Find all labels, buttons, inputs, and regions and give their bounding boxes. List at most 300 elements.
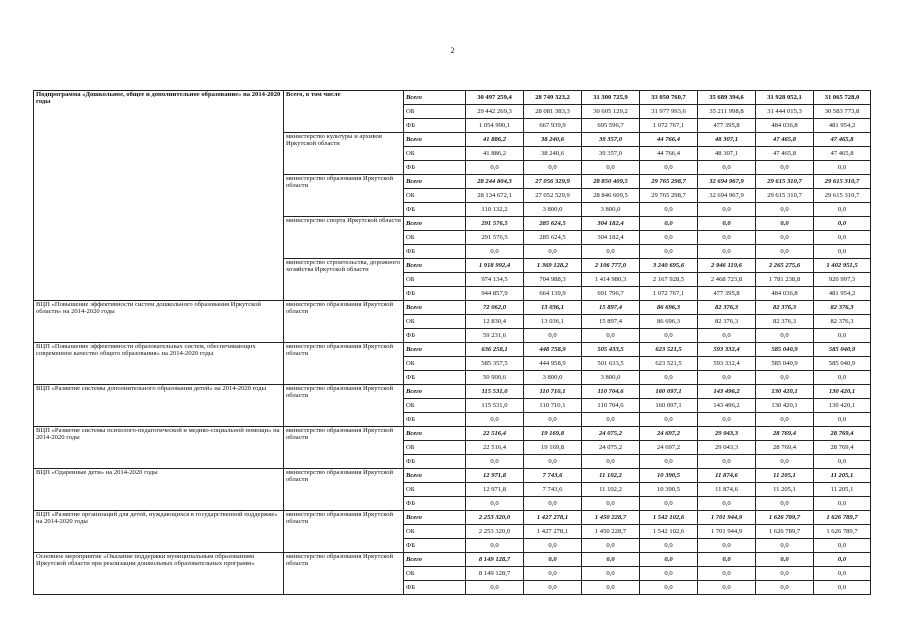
amount-cell: 0,0 xyxy=(814,161,871,175)
amount-cell: 29 765 298,7 xyxy=(640,175,698,189)
amount-cell: 82 376,3 xyxy=(814,315,871,329)
amount-cell: 1 701 944,9 xyxy=(698,511,756,525)
amount-cell: 31 065 728,0 xyxy=(814,91,871,105)
amount-cell: 0,0 xyxy=(698,161,756,175)
amount-cell: 15 897,4 xyxy=(582,301,640,315)
amount-cell: 0,0 xyxy=(756,161,814,175)
amount-cell: 0,0 xyxy=(582,567,640,581)
funding-source: Всего xyxy=(404,553,466,567)
amount-cell: 505 433,5 xyxy=(582,343,640,357)
amount-cell: 30 583 773,8 xyxy=(814,105,871,119)
amount-cell: 12 971,8 xyxy=(466,469,524,483)
amount-cell: 29 615 310,7 xyxy=(814,189,871,203)
amount-cell: 0,0 xyxy=(698,567,756,581)
amount-cell: 0,0 xyxy=(524,567,582,581)
amount-cell: 72 062,0 xyxy=(466,301,524,315)
amount-cell: 664 139,9 xyxy=(524,287,582,301)
funding-source: ОБ xyxy=(404,231,466,245)
amount-cell: 0,0 xyxy=(698,455,756,469)
amount-cell: 29 043,3 xyxy=(698,441,756,455)
amount-cell: 1 414 980,3 xyxy=(582,273,640,287)
amount-cell: 0,0 xyxy=(466,455,524,469)
amount-cell: 0,0 xyxy=(640,553,698,567)
amount-cell: 31 977 993,6 xyxy=(640,105,698,119)
executor-name: министерство строительства, дорожного хозяйства Иркутской области xyxy=(284,259,404,301)
amount-cell: 0,0 xyxy=(756,217,814,231)
amount-cell: 0,0 xyxy=(814,567,871,581)
amount-cell: 24 697,2 xyxy=(640,427,698,441)
amount-cell: 41 886,2 xyxy=(466,147,524,161)
executor-name: министерство спорта Иркутской области xyxy=(284,217,404,259)
amount-cell: 0,0 xyxy=(582,413,640,427)
amount-cell: 1 450 228,7 xyxy=(582,511,640,525)
amount-cell: 0,0 xyxy=(582,539,640,553)
amount-cell: 0,0 xyxy=(814,231,871,245)
amount-cell: 0,0 xyxy=(582,329,640,343)
funding-source: Всего xyxy=(404,175,466,189)
amount-cell: 28 850 409,5 xyxy=(582,175,640,189)
amount-cell: 11 874,6 xyxy=(698,483,756,497)
funding-source: Всего xyxy=(404,133,466,147)
amount-cell: 691 796,7 xyxy=(582,287,640,301)
amount-cell: 0,0 xyxy=(582,455,640,469)
amount-cell: 0,0 xyxy=(640,203,698,217)
amount-cell: 28 081 383,3 xyxy=(524,105,582,119)
amount-cell: 1 626 789,7 xyxy=(756,525,814,539)
amount-cell: 86 696,3 xyxy=(640,301,698,315)
table-row xyxy=(34,469,871,483)
funding-source: ОБ xyxy=(404,189,466,203)
funding-source: ФБ xyxy=(404,497,466,511)
amount-cell: 1 626 789,7 xyxy=(814,525,871,539)
amount-cell: 1 918 992,4 xyxy=(466,259,524,273)
amount-cell: 285 624,5 xyxy=(524,217,582,231)
amount-cell: 484 036,8 xyxy=(756,119,814,133)
amount-cell: 1 701 944,9 xyxy=(698,525,756,539)
amount-cell: 8 149 128,7 xyxy=(466,553,524,567)
amount-cell: 110 710,1 xyxy=(524,385,582,399)
funding-source: ФБ xyxy=(404,287,466,301)
amount-cell: 3 240 695,6 xyxy=(640,259,698,273)
amount-cell: 82 376,3 xyxy=(756,315,814,329)
amount-cell: 0,0 xyxy=(814,455,871,469)
funding-source: ОБ xyxy=(404,147,466,161)
funding-source: ОБ xyxy=(404,483,466,497)
amount-cell: 0,0 xyxy=(524,161,582,175)
amount-cell: 2 946 119,6 xyxy=(698,259,756,273)
funding-source: Всего xyxy=(404,427,466,441)
amount-cell: 44 766,4 xyxy=(640,133,698,147)
amount-cell: 0,0 xyxy=(756,245,814,259)
funding-source: Всего xyxy=(404,469,466,483)
funding-source: ОБ xyxy=(404,525,466,539)
amount-cell: 593 332,4 xyxy=(698,357,756,371)
amount-cell: 0,0 xyxy=(698,231,756,245)
amount-cell: 110 132,2 xyxy=(466,203,524,217)
amount-cell: 0,0 xyxy=(814,497,871,511)
amount-cell: 0,0 xyxy=(466,539,524,553)
funding-source: ОБ xyxy=(404,441,466,455)
amount-cell: 704 988,3 xyxy=(524,273,582,287)
amount-cell: 48 307,1 xyxy=(698,133,756,147)
amount-cell: 160 097,1 xyxy=(640,385,698,399)
amount-cell: 0,0 xyxy=(756,581,814,595)
amount-cell: 30 497 259,4 xyxy=(466,91,524,105)
table-row xyxy=(34,553,871,567)
amount-cell: 285 624,5 xyxy=(524,231,582,245)
amount-cell: 0,0 xyxy=(814,329,871,343)
amount-cell: 33 050 760,7 xyxy=(640,91,698,105)
amount-cell: 1 450 228,7 xyxy=(582,525,640,539)
amount-cell: 0,0 xyxy=(524,581,582,595)
amount-cell: 0,0 xyxy=(698,497,756,511)
funding-source: ОБ xyxy=(404,357,466,371)
funding-source: Всего xyxy=(404,217,466,231)
amount-cell: 1 542 102,6 xyxy=(640,525,698,539)
funding-source: ФБ xyxy=(404,203,466,217)
amount-cell: 28 134 672,1 xyxy=(466,189,524,203)
amount-cell: 0,0 xyxy=(524,413,582,427)
table-row xyxy=(34,343,871,357)
amount-cell: 130 420,1 xyxy=(814,399,871,413)
amount-cell: 585 040,9 xyxy=(814,357,871,371)
amount-cell: 35 211 998,8 xyxy=(698,105,756,119)
amount-cell: 974 134,5 xyxy=(466,273,524,287)
amount-cell: 667 939,9 xyxy=(524,119,582,133)
page-number: 2 xyxy=(450,46,455,55)
funding-source: ОБ xyxy=(404,399,466,413)
amount-cell: 0,0 xyxy=(466,161,524,175)
amount-cell: 110 710,1 xyxy=(524,399,582,413)
amount-cell: 3 800,0 xyxy=(582,371,640,385)
amount-cell: 11 102,2 xyxy=(582,469,640,483)
amount-cell: 10 390,5 xyxy=(640,483,698,497)
amount-cell: 0,0 xyxy=(524,455,582,469)
program-name: Подпрограмма «Дошкольное, общее и дополнительное образование» на 2014-2020 годы xyxy=(34,91,284,301)
amount-cell: 29 615 310,7 xyxy=(756,175,814,189)
amount-cell: 484 036,8 xyxy=(756,287,814,301)
amount-cell: 11 205,1 xyxy=(814,469,871,483)
amount-cell: 7 743,6 xyxy=(524,483,582,497)
amount-cell: 0,0 xyxy=(814,371,871,385)
executor-name: Всего, в том числе xyxy=(284,91,404,133)
amount-cell: 585 040,9 xyxy=(814,343,871,357)
amount-cell: 291 576,5 xyxy=(466,217,524,231)
amount-cell: 110 704,6 xyxy=(582,385,640,399)
amount-cell: 1 072 767,1 xyxy=(640,287,698,301)
amount-cell: 35 689 394,6 xyxy=(698,91,756,105)
funding-source: ФБ xyxy=(404,119,466,133)
amount-cell: 0,0 xyxy=(640,581,698,595)
amount-cell: 29 765 298,7 xyxy=(640,189,698,203)
amount-cell: 32 694 967,9 xyxy=(698,175,756,189)
executor-name: министерство образования Иркутской области xyxy=(284,301,404,343)
amount-cell: 47 465,8 xyxy=(814,147,871,161)
funding-source: ФБ xyxy=(404,413,466,427)
amount-cell: 30 605 129,2 xyxy=(582,105,640,119)
amount-cell: 1 626 789,7 xyxy=(756,511,814,525)
amount-cell: 27 052 529,9 xyxy=(524,189,582,203)
amount-cell: 82 376,3 xyxy=(814,301,871,315)
amount-cell: 143 496,2 xyxy=(698,399,756,413)
amount-cell: 0,0 xyxy=(582,161,640,175)
amount-cell: 0,0 xyxy=(582,553,640,567)
amount-cell: 143 496,2 xyxy=(698,385,756,399)
amount-cell: 28 846 609,5 xyxy=(582,189,640,203)
amount-cell: 0,0 xyxy=(466,413,524,427)
amount-cell: 0,0 xyxy=(756,371,814,385)
amount-cell: 2 253 320,0 xyxy=(466,511,524,525)
amount-cell: 0,0 xyxy=(524,329,582,343)
amount-cell: 0,0 xyxy=(814,413,871,427)
amount-cell: 11 874,6 xyxy=(698,469,756,483)
amount-cell: 1 626 789,7 xyxy=(814,511,871,525)
amount-cell: 47 465,8 xyxy=(814,133,871,147)
amount-cell: 0,0 xyxy=(640,231,698,245)
amount-cell: 12 830,4 xyxy=(466,315,524,329)
amount-cell: 29 615 310,7 xyxy=(756,189,814,203)
amount-cell: 291 576,5 xyxy=(466,231,524,245)
amount-cell: 28 769,4 xyxy=(814,441,871,455)
amount-cell: 39 357,0 xyxy=(582,133,640,147)
amount-cell: 0,0 xyxy=(756,553,814,567)
amount-cell: 0,0 xyxy=(640,413,698,427)
amount-cell: 2 253 320,0 xyxy=(466,525,524,539)
amount-cell: 12 971,8 xyxy=(466,483,524,497)
funding-source: ОБ xyxy=(404,105,466,119)
table-row xyxy=(34,91,871,105)
table-row xyxy=(34,301,871,315)
amount-cell: 585 357,5 xyxy=(466,357,524,371)
amount-cell: 0,0 xyxy=(814,553,871,567)
amount-cell: 41 886,2 xyxy=(466,133,524,147)
amount-cell: 501 633,5 xyxy=(582,357,640,371)
amount-cell: 0,0 xyxy=(640,161,698,175)
amount-cell: 0,0 xyxy=(756,231,814,245)
amount-cell: 0,0 xyxy=(640,245,698,259)
amount-cell: 29 442 269,3 xyxy=(466,105,524,119)
amount-cell: 636 258,1 xyxy=(466,343,524,357)
program-name: ВЦП «Повышение эффективности образовательных систем, обеспечивающих современное качество общего образования» на 2014-2020 годы xyxy=(34,343,284,385)
executor-name: министерство образования Иркутской области xyxy=(284,427,404,469)
amount-cell: 7 743,6 xyxy=(524,469,582,483)
amount-cell: 2 468 723,8 xyxy=(698,273,756,287)
amount-cell: 2 167 928,5 xyxy=(640,273,698,287)
executor-name: министерство образования Иркутской области xyxy=(284,553,404,595)
amount-cell: 115 531,0 xyxy=(466,399,524,413)
amount-cell: 3 800,0 xyxy=(582,203,640,217)
amount-cell: 32 694 967,9 xyxy=(698,189,756,203)
executor-name: министерство образования Иркутской области xyxy=(284,511,404,553)
table-row xyxy=(34,385,871,399)
amount-cell: 623 521,5 xyxy=(640,343,698,357)
amount-cell: 11 205,1 xyxy=(814,483,871,497)
amount-cell: 0,0 xyxy=(640,567,698,581)
amount-cell: 0,0 xyxy=(756,413,814,427)
amount-cell: 0,0 xyxy=(814,581,871,595)
amount-cell: 0,0 xyxy=(698,413,756,427)
amount-cell: 11 205,1 xyxy=(756,483,814,497)
amount-cell: 0,0 xyxy=(756,539,814,553)
program-name: Основное мероприятие «Оказание поддержки муниципальным образованиям Иркутской области при реализации дошкольных образовательных программ» xyxy=(34,553,284,595)
amount-cell: 28 749 323,2 xyxy=(524,91,582,105)
amount-cell: 24 697,2 xyxy=(640,441,698,455)
amount-cell: 304 182,4 xyxy=(582,231,640,245)
program-name: ВЦП «Развитие системы психолого-педагогической и медико-социальной помощи» на 2014-2020 годы xyxy=(34,427,284,469)
amount-cell: 2 106 777,0 xyxy=(582,259,640,273)
amount-cell: 477 395,8 xyxy=(698,119,756,133)
amount-cell: 38 240,6 xyxy=(524,133,582,147)
program-name: ВЦП «Развитие системы дополнительного образования детей» на 2014-2020 годы xyxy=(34,385,284,427)
funding-source: Всего xyxy=(404,259,466,273)
amount-cell: 0,0 xyxy=(698,245,756,259)
amount-cell: 22 516,4 xyxy=(466,441,524,455)
amount-cell: 0,0 xyxy=(756,329,814,343)
amount-cell: 0,0 xyxy=(524,553,582,567)
amount-cell: 0,0 xyxy=(466,497,524,511)
amount-cell: 82 376,3 xyxy=(698,301,756,315)
funding-source: ОБ xyxy=(404,273,466,287)
amount-cell: 10 390,5 xyxy=(640,469,698,483)
amount-cell: 24 075,2 xyxy=(582,441,640,455)
amount-cell: 1 054 990,1 xyxy=(466,119,524,133)
amount-cell: 0,0 xyxy=(640,329,698,343)
amount-cell: 115 531,0 xyxy=(466,385,524,399)
amount-cell: 0,0 xyxy=(814,217,871,231)
funding-source: ФБ xyxy=(404,329,466,343)
amount-cell: 0,0 xyxy=(698,539,756,553)
amount-cell: 11 205,1 xyxy=(756,469,814,483)
amount-cell: 0,0 xyxy=(524,539,582,553)
amount-cell: 48 307,1 xyxy=(698,147,756,161)
executor-name: министерство культуры и архивов Иркутской области xyxy=(284,133,404,175)
amount-cell: 3 800,0 xyxy=(524,371,582,385)
amount-cell: 29 615 310,7 xyxy=(814,175,871,189)
amount-cell: 0,0 xyxy=(640,217,698,231)
amount-cell: 0,0 xyxy=(698,553,756,567)
amount-cell: 82 376,3 xyxy=(756,301,814,315)
amount-cell: 47 465,8 xyxy=(756,133,814,147)
amount-cell: 28 244 804,3 xyxy=(466,175,524,189)
amount-cell: 0,0 xyxy=(582,245,640,259)
amount-cell: 0,0 xyxy=(466,581,524,595)
funding-source: ОБ xyxy=(404,567,466,581)
amount-cell: 944 857,9 xyxy=(466,287,524,301)
funding-source: Всего xyxy=(404,91,466,105)
amount-cell: 59 231,6 xyxy=(466,329,524,343)
amount-cell: 0,0 xyxy=(698,371,756,385)
funding-source: ОБ xyxy=(404,315,466,329)
amount-cell: 1 072 767,1 xyxy=(640,119,698,133)
amount-cell: 0,0 xyxy=(640,371,698,385)
amount-cell: 481 954,2 xyxy=(814,119,871,133)
amount-cell: 13 036,1 xyxy=(524,301,582,315)
amount-cell: 31 300 725,9 xyxy=(582,91,640,105)
amount-cell: 304 182,4 xyxy=(582,217,640,231)
funding-source: Всего xyxy=(404,343,466,357)
amount-cell: 8 149 128,7 xyxy=(466,567,524,581)
amount-cell: 130 420,1 xyxy=(756,385,814,399)
amount-cell: 1 542 102,6 xyxy=(640,511,698,525)
funding-table xyxy=(33,90,871,595)
amount-cell: 481 954,2 xyxy=(814,287,871,301)
amount-cell: 0,0 xyxy=(698,203,756,217)
amount-cell: 0,0 xyxy=(582,497,640,511)
amount-cell: 0,0 xyxy=(524,497,582,511)
funding-source: Всего xyxy=(404,511,466,525)
amount-cell: 477 395,8 xyxy=(698,287,756,301)
amount-cell: 1 427 278,1 xyxy=(524,511,582,525)
amount-cell: 29 043,3 xyxy=(698,427,756,441)
funding-source: ФБ xyxy=(404,581,466,595)
amount-cell: 24 075,2 xyxy=(582,427,640,441)
amount-cell: 50 900,6 xyxy=(466,371,524,385)
funding-source: ФБ xyxy=(404,455,466,469)
program-name: ВЦП «Развитие организаций для детей, нуждающихся в государственной поддержке» на 2014-2020 годы xyxy=(34,511,284,553)
amount-cell: 920 997,3 xyxy=(814,273,871,287)
amount-cell: 3 800,0 xyxy=(524,203,582,217)
executor-name: министерство образования Иркутской области xyxy=(284,343,404,385)
amount-cell: 38 240,6 xyxy=(524,147,582,161)
amount-cell: 0,0 xyxy=(466,245,524,259)
amount-cell: 0,0 xyxy=(698,581,756,595)
amount-cell: 0,0 xyxy=(698,217,756,231)
amount-cell: 695 596,7 xyxy=(582,119,640,133)
amount-cell: 31 928 052,1 xyxy=(756,91,814,105)
funding-source: Всего xyxy=(404,385,466,399)
amount-cell: 130 420,1 xyxy=(814,385,871,399)
amount-cell: 19 169,8 xyxy=(524,427,582,441)
program-name: ВЦП «Одаренные дети» на 2014-2020 годы xyxy=(34,469,284,511)
amount-cell: 19 169,8 xyxy=(524,441,582,455)
amount-cell: 0,0 xyxy=(756,203,814,217)
funding-source: ФБ xyxy=(404,371,466,385)
amount-cell: 585 040,9 xyxy=(756,357,814,371)
amount-cell: 0,0 xyxy=(814,245,871,259)
amount-cell: 0,0 xyxy=(756,497,814,511)
amount-cell: 160 097,1 xyxy=(640,399,698,413)
amount-cell: 13 036,1 xyxy=(524,315,582,329)
amount-cell: 0,0 xyxy=(640,539,698,553)
executor-name: министерство образования Иркутской области xyxy=(284,385,404,427)
amount-cell: 11 102,2 xyxy=(582,483,640,497)
executor-name: министерство образования Иркутской области xyxy=(284,175,404,217)
amount-cell: 0,0 xyxy=(756,455,814,469)
amount-cell: 0,0 xyxy=(640,497,698,511)
amount-cell: 28 769,4 xyxy=(814,427,871,441)
amount-cell: 27 056 329,9 xyxy=(524,175,582,189)
amount-cell: 86 696,3 xyxy=(640,315,698,329)
executor-name: министерство образования Иркутской области xyxy=(284,469,404,511)
amount-cell: 39 357,0 xyxy=(582,147,640,161)
amount-cell: 22 516,4 xyxy=(466,427,524,441)
amount-cell: 0,0 xyxy=(756,567,814,581)
funding-source: ФБ xyxy=(404,161,466,175)
amount-cell: 1 369 128,2 xyxy=(524,259,582,273)
amount-cell: 0,0 xyxy=(814,203,871,217)
amount-cell: 585 040,9 xyxy=(756,343,814,357)
amount-cell: 623 521,5 xyxy=(640,357,698,371)
amount-cell: 444 958,9 xyxy=(524,357,582,371)
amount-cell: 0,0 xyxy=(582,581,640,595)
amount-cell: 28 769,4 xyxy=(756,427,814,441)
amount-cell: 44 766,4 xyxy=(640,147,698,161)
amount-cell: 28 769,4 xyxy=(756,441,814,455)
table-row xyxy=(34,511,871,525)
amount-cell: 1 781 238,8 xyxy=(756,273,814,287)
amount-cell: 110 704,6 xyxy=(582,399,640,413)
table-row xyxy=(34,427,871,441)
